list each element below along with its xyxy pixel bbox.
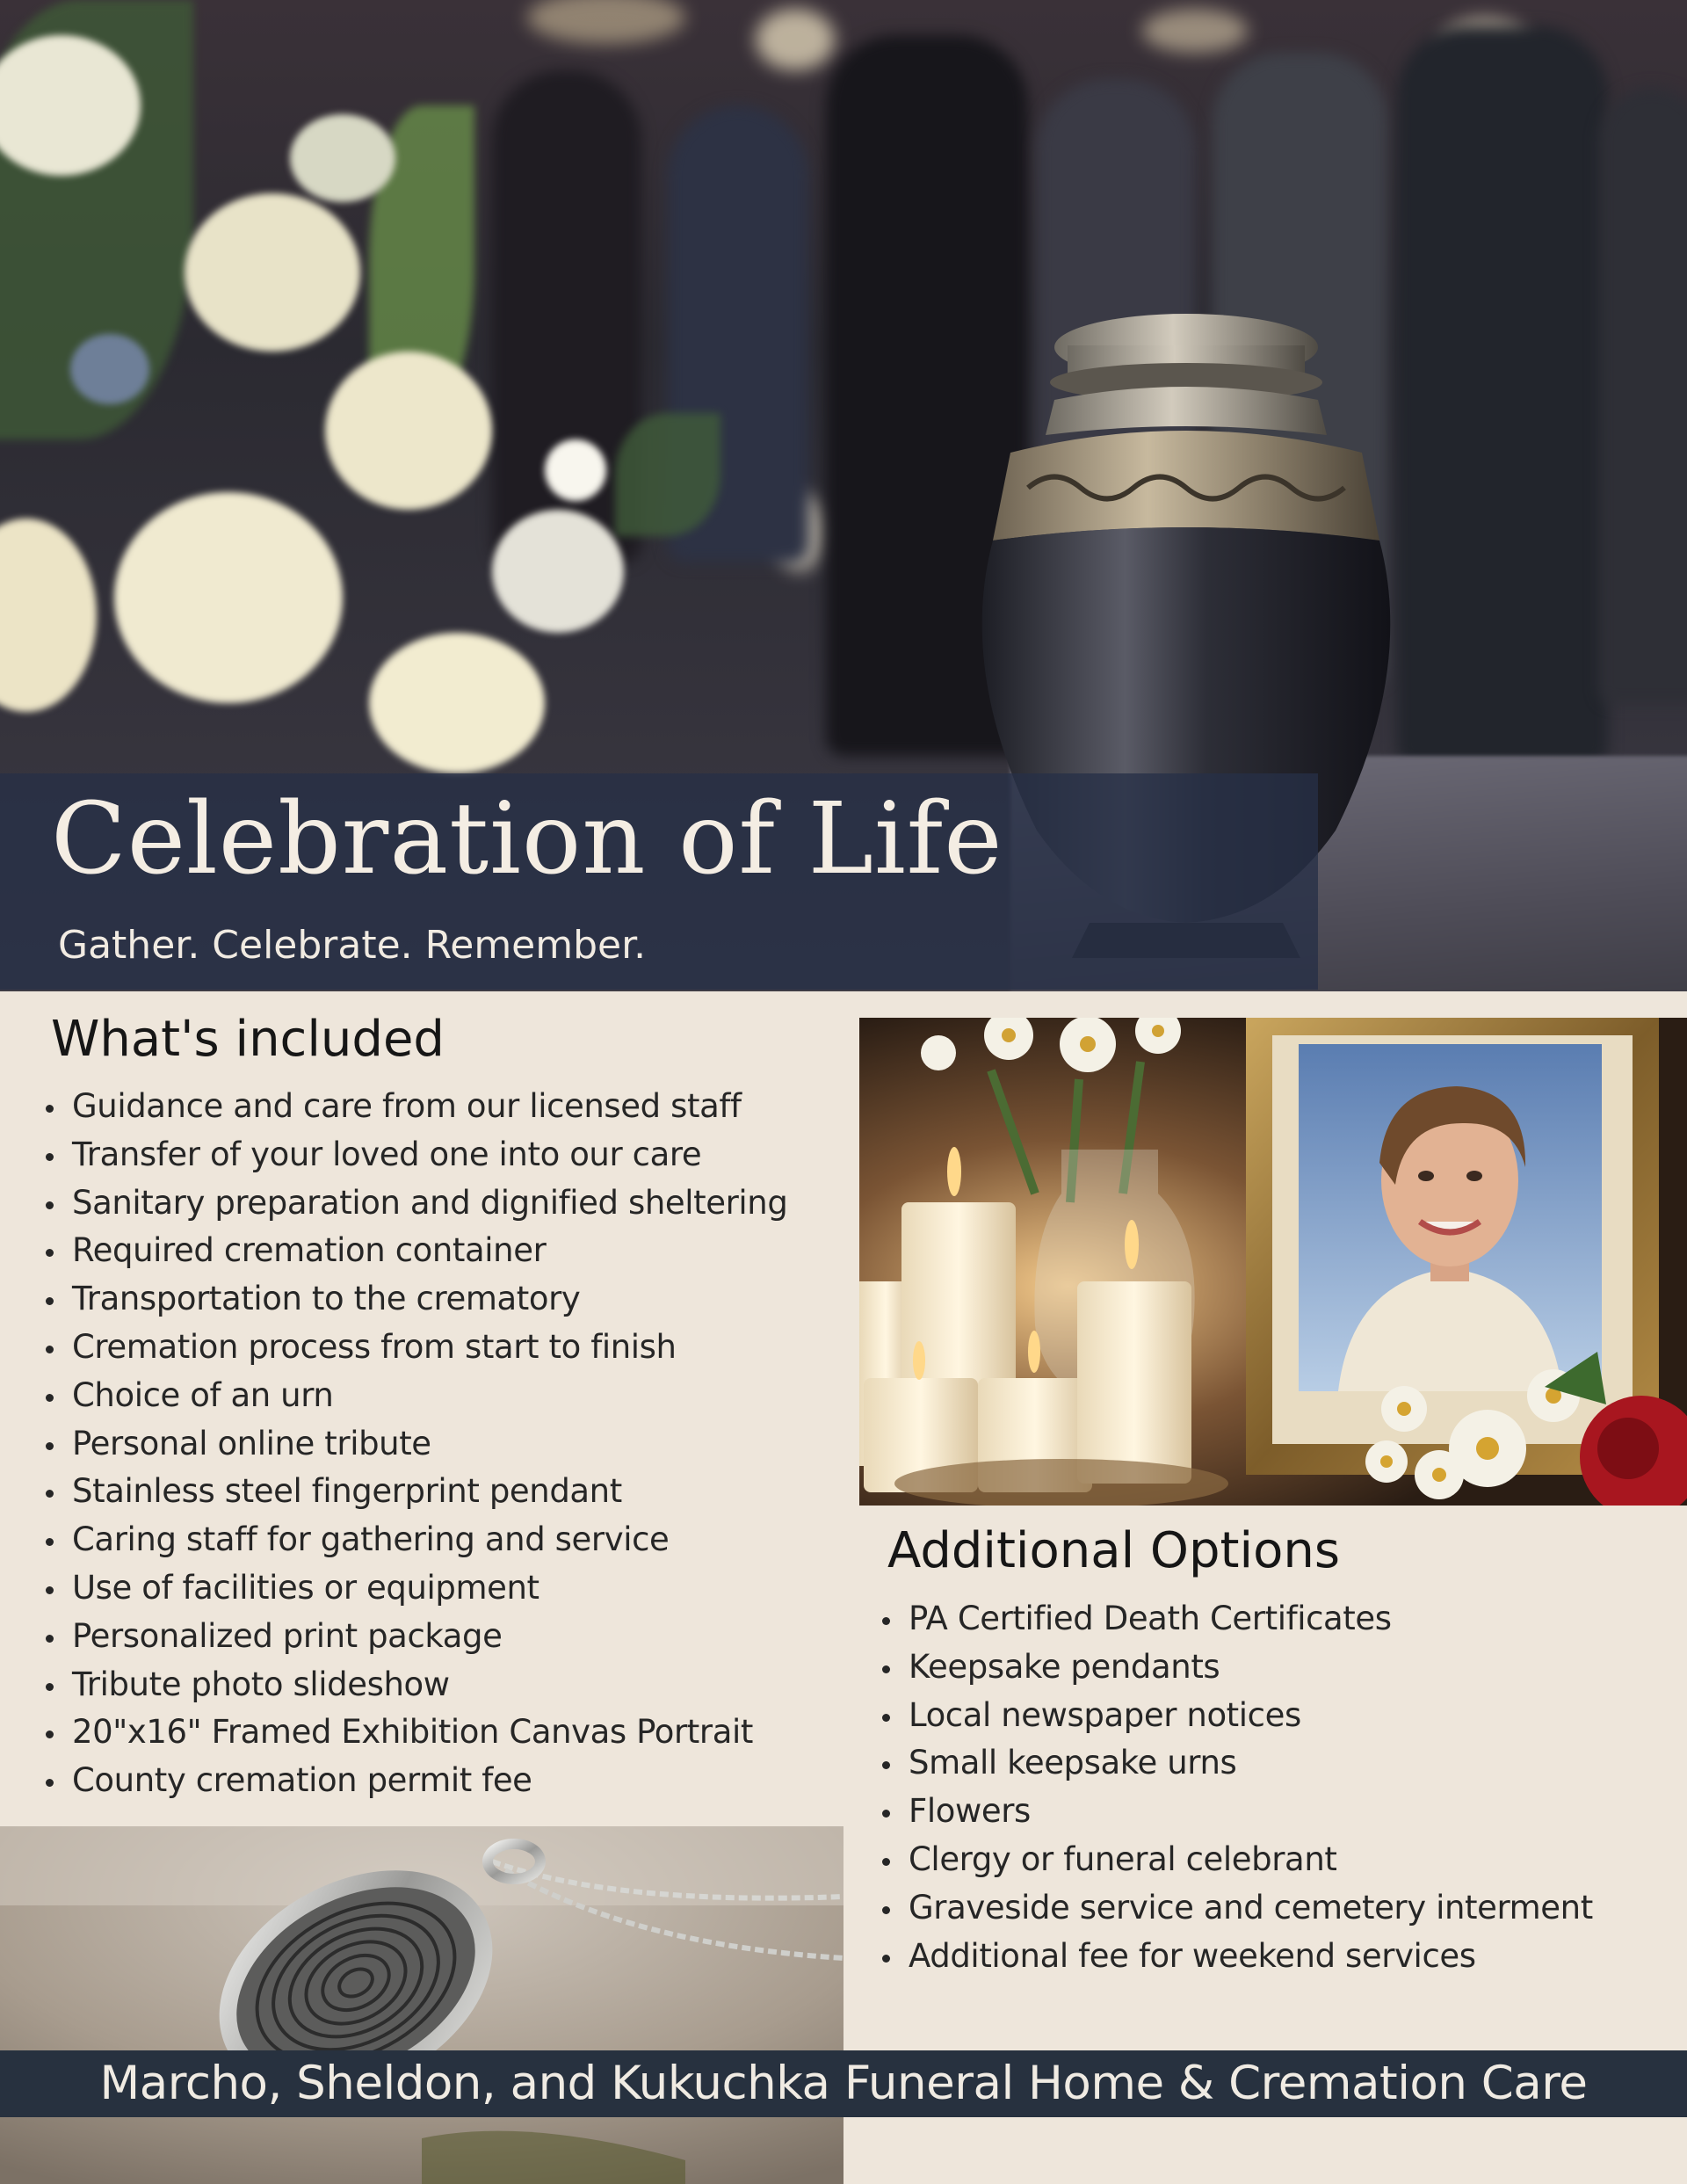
list-item: Tribute photo slideshow: [40, 1661, 787, 1709]
included-heading: What's included: [51, 1011, 445, 1068]
list-item: Stainless steel fingerprint pendant: [40, 1468, 787, 1516]
list-item: PA Certified Death Certificates: [877, 1595, 1593, 1643]
list-item: Personal online tribute: [40, 1420, 787, 1469]
list-item: Required cremation container: [40, 1227, 787, 1275]
list-item: Transfer of your loved one into our care: [40, 1131, 787, 1179]
fingerprint-pendant-photo: [0, 1826, 844, 2184]
list-item: Personalized print package: [40, 1613, 787, 1661]
list-item: Sanitary preparation and dignified sheltering: [40, 1179, 787, 1228]
business-name: Marcho, Sheldon, and Kukuchka Funeral Home & Cremation Care: [99, 2057, 1588, 2110]
list-item: Flowers: [877, 1788, 1593, 1836]
list-item: Small keepsake urns: [877, 1739, 1593, 1788]
list-item: County cremation permit fee: [40, 1757, 787, 1805]
list-item: Additional fee for weekend services: [877, 1933, 1593, 1981]
page-title: Celebration of Life: [51, 782, 1003, 896]
additional-heading: Additional Options: [887, 1522, 1340, 1579]
list-item: 20"x16" Framed Exhibition Canvas Portrait: [40, 1709, 787, 1757]
list-item: Guidance and care from our licensed staff: [40, 1083, 787, 1131]
included-list: [40, 1083, 787, 1805]
tagline: Gather. Celebrate. Remember.: [58, 923, 647, 968]
list-item: Graveside service and cemetery interment: [877, 1884, 1593, 1933]
list-item: Clergy or funeral celebrant: [877, 1836, 1593, 1884]
list-item: Choice of an urn: [40, 1372, 787, 1420]
list-item: Transportation to the crematory: [40, 1275, 787, 1324]
list-item: Local newspaper notices: [877, 1692, 1593, 1740]
list-item: Caring staff for gathering and service: [40, 1516, 787, 1564]
hero-photo: [0, 0, 1687, 991]
list-item: Cremation process from start to finish: [40, 1324, 787, 1372]
memorial-photo: [859, 1018, 1687, 1506]
list-item: Keepsake pendants: [877, 1643, 1593, 1692]
additional-list: [877, 1595, 1593, 1980]
list-item: Use of facilities or equipment: [40, 1564, 787, 1613]
